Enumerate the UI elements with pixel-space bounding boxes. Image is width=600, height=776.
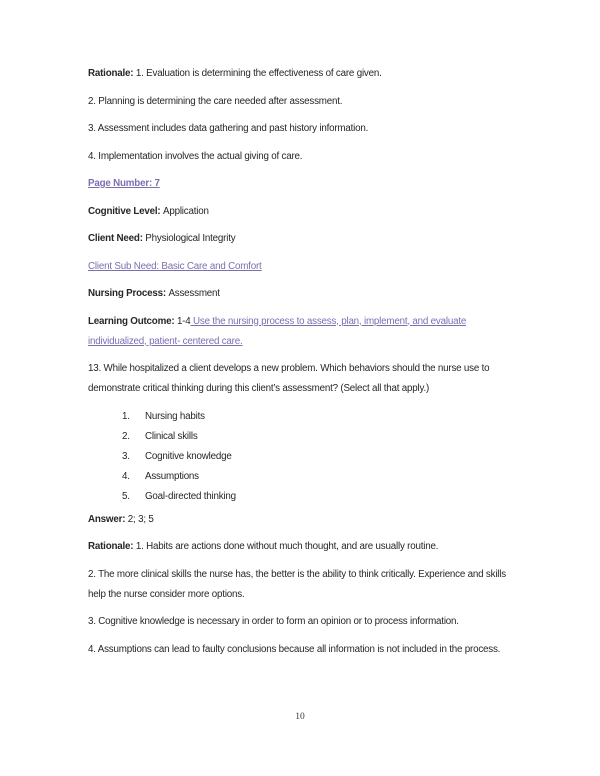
answer-paragraph [88,510,520,530]
option-label: Nursing habits [145,410,205,422]
question-13-text: 13. While hospitalized a client develops a new problem. Which behaviors should the nurse use to demonstrate critical thinking during this client’s assessment? (Select all that apply.) [88,363,490,394]
rationale-point-1: 1. Evaluation is determining the effectiveness of care given. [135,68,382,79]
option-row [88,487,520,507]
learning-outcome-label: Learning Outcome: [88,315,177,327]
client-sub-need-paragraph [88,257,520,277]
client-need-label: Client Need: [88,233,146,244]
question-13-options [88,407,520,507]
option-number: 3. [122,450,130,462]
document-content [88,64,520,667]
nursing-process-paragraph [88,284,520,304]
option-row [88,467,520,487]
rationale-paragraph [88,64,520,84]
q13-rationale-paragraph [88,537,520,557]
rationale-point-4: 4. Implementation involves the actual giving of care. [88,150,303,162]
page-number-link[interactable]: Page Number: 7 [88,178,160,189]
nursing-process-label: Nursing Process: [88,288,169,299]
answer-label: Answer: [88,513,128,525]
cognitive-level-paragraph [88,202,520,222]
rationale-point-3: 3. Assessment includes data gathering and past history information. [88,123,369,134]
option-number: 2. [122,430,130,442]
option-label: Clinical skills [145,430,198,442]
q13-rationale-label: Rationale: [88,541,136,552]
page-number-paragraph [88,174,520,194]
page-number-footer: 10 [295,712,305,722]
option-label: Cognitive knowledge [145,450,232,462]
option-row [88,447,520,467]
option-row [88,407,520,427]
cognitive-level-value: Application [163,205,209,217]
client-need-value: Physiological Integrity [145,233,236,244]
nursing-process-value: Assessment [168,288,220,299]
rationale-point-2: 2. Planning is determining the care needed after assessment. [88,95,343,107]
option-number: 1. [122,410,130,422]
answer-value: 2; 3; 5 [127,513,154,525]
q13-rationale-point-4: 4. Assumptions can lead to faulty conclusions because all information is not included in the process. [88,643,501,655]
learning-outcome-link[interactable]: Use the nursing process to assess, plan, implement, and evaluate individualized, patient- centered care. [88,315,467,347]
q13-rationale-point-2: 2. The more clinical skills the nurse has, the better is the ability to think critically. Experience and skills help the nurse consider more options. [88,568,506,600]
q13-rationale-point-1: 1. Habits are actions done without much thought, and are usually routine. [135,541,439,552]
q13-rationale-point-3: 3. Cognitive knowledge is necessary in order to form an opinion or to process information. [88,616,459,627]
cognitive-level-label: Cognitive Level: [88,205,163,217]
option-label: Goal-directed thinking [145,490,236,502]
rationale-label: Rationale: [88,68,136,79]
client-sub-need-link[interactable]: Client Sub Need: Basic Care and Comfort [88,260,262,272]
option-number: 5. [122,490,130,502]
option-number: 4. [122,470,130,482]
option-row [88,427,520,447]
option-label: Assumptions [145,470,199,482]
learning-outcome-number: 1-4 [176,315,191,327]
client-need-paragraph [88,229,520,249]
learning-outcome-paragraph [88,312,520,352]
